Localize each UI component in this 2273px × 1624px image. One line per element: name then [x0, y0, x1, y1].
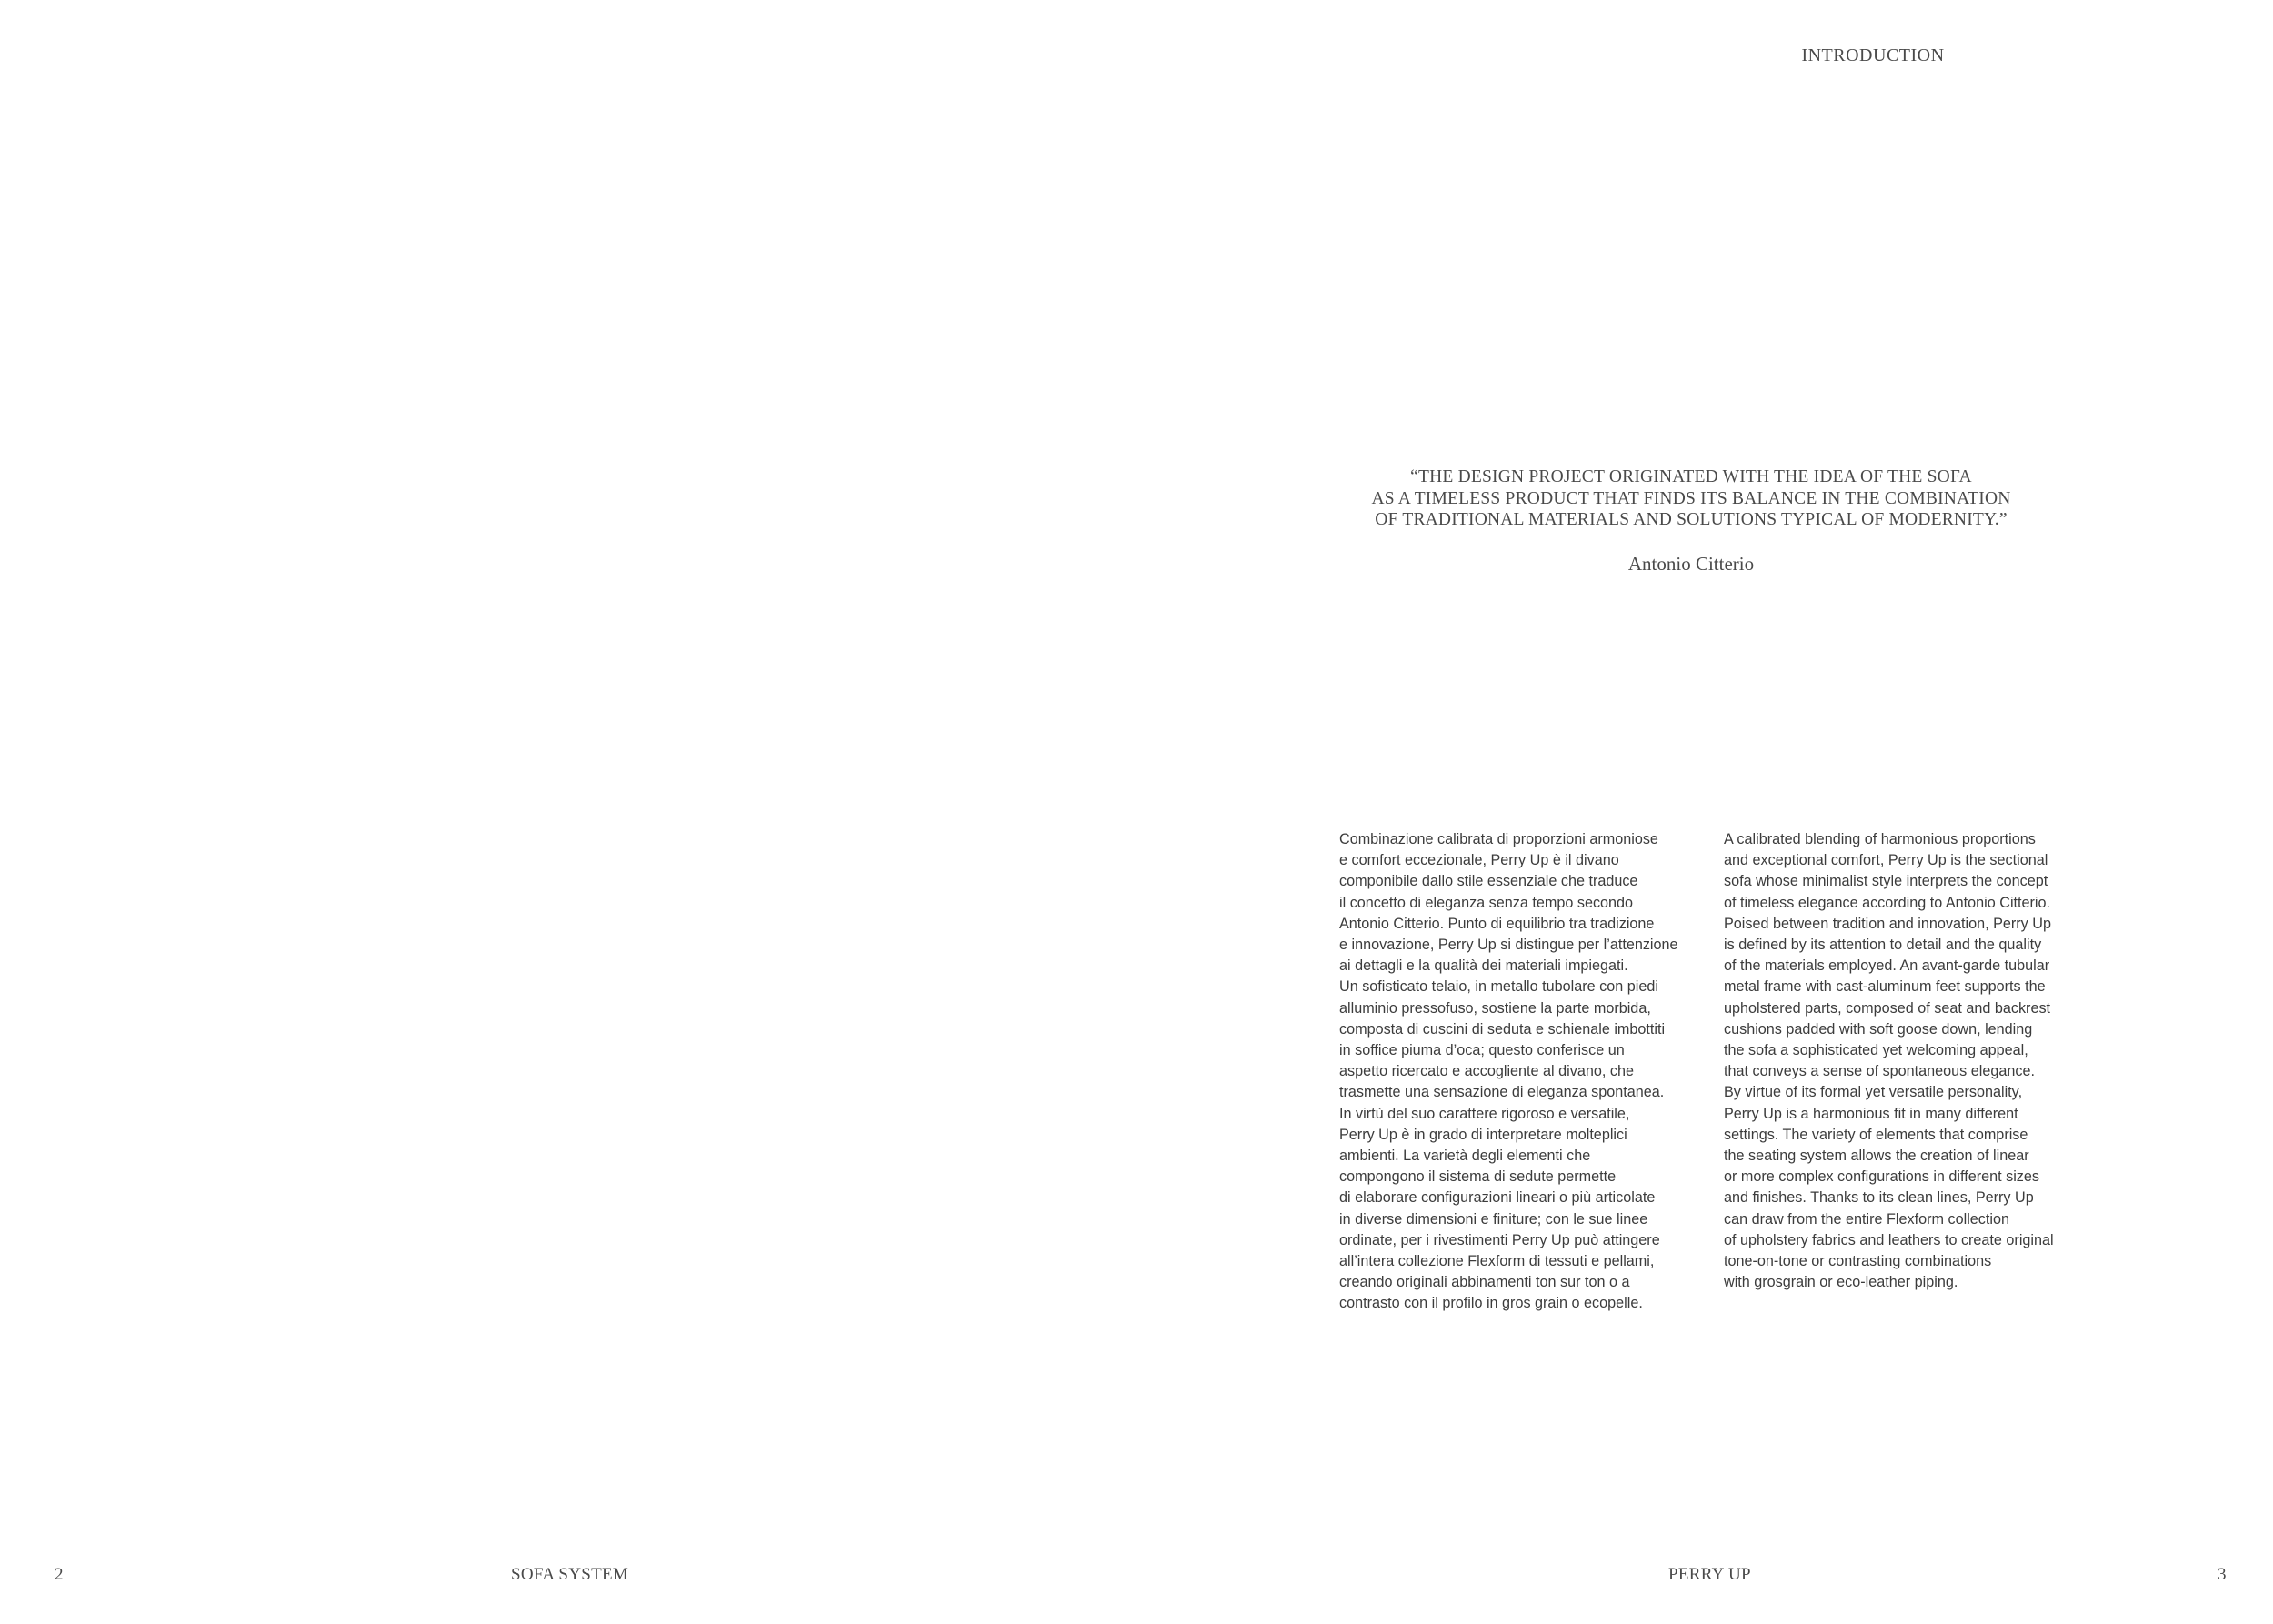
left-page — [0, 0, 1136, 1624]
body-text-italian: Combinazione calibrata di proporzioni armoniose e comfort eccezionale, Perry Up è il divano componibile dallo stile essenziale che traduce il concetto di eleganza senza tempo secondo Antonio Citterio. Punto di equilibrio tra tradizione e innovazione, Perry Up si distingue per l’attenzione ai dettagli e la qualità dei materiali impiegati. Un sofisticato telaio, in metallo tubolare con piedi alluminio pressofuso, sostiene la parte morbida, composta di cuscini di seduta e schienale imbottiti in soffice piuma d’oca; questo conferisce un aspetto ricercato e accogliente al divano, che trasmette una sensazione di eleganza spontanea. In virtù del suo carattere rigoroso e versatile, Perry Up è in grado di interpretare molteplici ambienti. La varietà degli elementi che compongono il sistema di sedute permette di elaborare configurazioni lineari o più articolate in diverse dimensioni e finiture; con le sue linee ordinate, per i rivestimenti Perry Up può attingere all’intera collezione Flexform di tessuti e pellami, creando originali abbinamenti ton sur ton o a contrasto con il profilo in gros grain o ecopelle. — [1339, 831, 1678, 1312]
section-title: INTRODUCTION — [1801, 45, 1945, 65]
left-page-number: 2 — [55, 1565, 64, 1584]
right-running-title: PERRY UP — [1668, 1565, 1751, 1584]
quote-author: Antonio Citterio — [1627, 552, 1755, 575]
right-page — [1136, 0, 2273, 1624]
pull-quote — [1337, 466, 2046, 576]
left-running-title: SOFA SYSTEM — [511, 1565, 629, 1584]
right-page-number: 3 — [2218, 1565, 2227, 1584]
quote-text: “THE DESIGN PROJECT ORIGINATED WITH THE IDEA OF THE SOFA AS A TIMELESS PRODUCT THAT FINDS ITS BALANCE IN THE COMBINATION OF TRADITIONAL MATERIALS AND SOLUTIONS TYPICAL OF MODERNITY.” — [1371, 467, 2011, 529]
body-text-english: A calibrated blending of harmonious proportions and exceptional comfort, Perry Up is the sectional sofa whose minimalist style interprets the concept of timeless elegance according to Antonio Citterio. Poised between tradition and innovation, Perry Up is defined by its attention to detail and the quality of the materials employed. An avant-garde tubular metal frame with cast-aluminum feet supports the upholstered parts, composed of seat and backrest cushions padded with soft goose down, lending the sofa a sophisticated yet welcoming appeal, that conveys a sense of spontaneous elegance. By virtue of its formal yet versatile personality, Perry Up is a harmonious fit in many different settings. The variety of elements that comprise the seating system allows the creation of linear or more complex configurations in different sizes and finishes. Thanks to its clean lines, Perry Up can draw from the entire Flexform collection of upholstery fabrics and leathers to create original tone-on-tone or contrasting combinations with grosgrain or eco-leather piping. — [1724, 831, 2054, 1291]
